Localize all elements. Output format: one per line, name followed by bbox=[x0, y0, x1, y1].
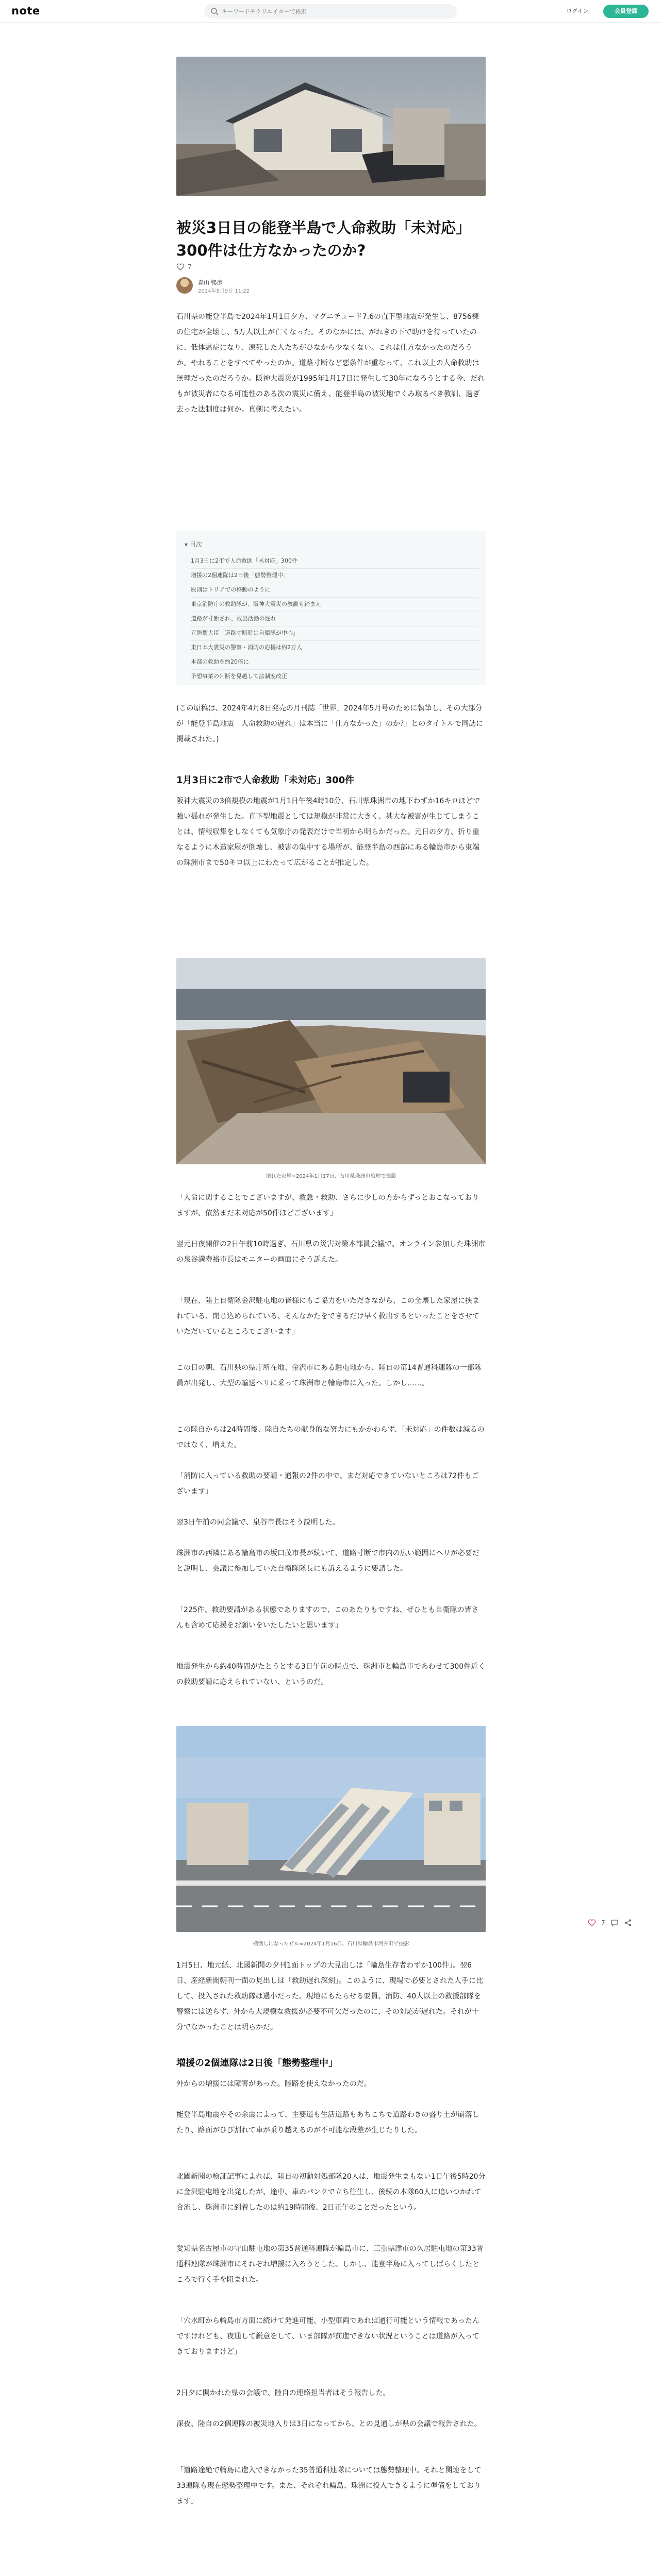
quote-paragraph: 「道路途絶で輪島に進入できなかった35普通科連隊については態勢整理中。それと関連をして33連隊も現在態勢整理中です。また、それぞれ輪島、珠洲に投入できるように準備をしております」 bbox=[176, 2466, 482, 2505]
paragraph: 地震発生から約40時間がたとうとする3日午前の時点で、珠洲市と輪島市であわせて300件近くの救助要請に応えられていない、というのだ。 bbox=[176, 1663, 486, 1686]
chevron-down-icon: ▾ bbox=[185, 541, 190, 548]
floating-like-count: 7 bbox=[601, 1919, 605, 1926]
share-icon[interactable] bbox=[624, 1919, 632, 1927]
paragraph: この日の朝、石川県の県庁所在地、金沢市にある駐屯地から、陸自の第14普通科連隊の一部隊員が出発し、大型の輸送ヘリに乗って珠洲市と輪島市に入った。しかし……。 bbox=[176, 1364, 482, 1387]
quote-paragraph: 「穴水町から輪島市方面に続けて発進可能、小型車両であれば通行可能という情報であったんですけれども、夜通して鋭意をして、いま部隊が前進できない状況ということは道路が入ってきておりますけど」 bbox=[176, 2317, 479, 2356]
search-input[interactable] bbox=[222, 6, 449, 16]
login-button[interactable]: ログイン bbox=[566, 8, 589, 14]
note-logo[interactable]: note bbox=[11, 5, 40, 17]
source-note-paragraph: (この原稿は、2024年4月8日発売の月刊誌「世界」2024年5月号のために執筆し、その大部分が「能登半島地震「人命救助の遅れ」は本当に「仕方なかった」のか?」とのタイトルで同誌に掲載された。) bbox=[176, 704, 484, 743]
toc-item[interactable]: 1月3日に2市で人命救助「未対応」300件 bbox=[191, 553, 479, 569]
quote-paragraph: 「消防に入っている救助の要請・通報の2件の中で、まだ対応できていないところは72件もございます」 bbox=[176, 1472, 479, 1496]
paragraph: 愛知県名古屋市の守山駐屯地の第35普通科連隊が輪島市に、三重県津市の久居駐屯地の第33普通科連隊が珠洲市にそれぞれ増援に入ろうとした。しかし、能登半島に入ってしばらくしたところで行く手を阻まれた。 bbox=[176, 2245, 484, 2284]
quote-paragraph: 「225件、救助要請がある状態でありますので、このあたりもですね、ぜひとも自衛隊の皆さんも含めて応援をお願いをいたしたいと思います」 bbox=[176, 1606, 479, 1630]
search-bar[interactable] bbox=[204, 4, 457, 19]
toc-item[interactable]: 元防衛大臣「道路寸断時は自衛隊が中心」 bbox=[191, 625, 479, 641]
publish-date: 2024年5月9日 11:22 bbox=[198, 289, 250, 294]
debris-photo bbox=[176, 958, 486, 1164]
paragraph: 能登半島地震やその余震によって、主要道も生活道路もあちこちで道路わきの盛り土が崩落したり、路面がひび割れて車が乗り越えるのが不可能な段差が生じたりした。 bbox=[176, 2111, 479, 2134]
photo-caption: 横倒しになったビル=2024年1月16日、石川県輪島市河井町で撮影 bbox=[253, 1941, 409, 1947]
like-count: 7 bbox=[188, 263, 192, 270]
paragraph: 深夜、陸自の2個連隊の被災地入りは3日になってから、との見通しが県の会議で報告された。 bbox=[176, 2420, 482, 2428]
toc-title[interactable]: ▾ 目次 bbox=[185, 541, 202, 548]
paragraph: 翌3日午前の同会議で、泉谷市長はそう説明した。 bbox=[176, 1518, 340, 1527]
section-heading-1: 1月3日に2市で人命救助「未対応」300件 bbox=[176, 775, 355, 786]
paragraph: 外からの増援には障害があった。陸路を使えなかったのだ。 bbox=[176, 2080, 371, 2088]
comment-icon[interactable] bbox=[610, 1919, 619, 1927]
quote-paragraph: 「人命に関することでございますが、救急・救助、さらに少しの方からずっとおこなっておりますが、依然まだ未対応が50件ほどございます」 bbox=[176, 1194, 479, 1217]
section-heading-2: 増援の2個連隊は2日後「態勢整理中」 bbox=[176, 2058, 338, 2069]
paragraph: 1月5日、地元紙、北國新聞の夕刊1面トップの大見出しは「輪島生存者わずか100件」。翌6日、産経新聞朝刊一面の見出しは「救助遅れ深刻」。このように、現場で必要とされた人手に比して、投入された救助隊は過小だった。現地にもたらせる要員、消防、40人以上の救援部隊を警察には送らず、外から大規模な救援が必要不可欠だったのに、その対応が遅れた。それが十分でなかったことは明らかだ。 bbox=[176, 1961, 483, 2031]
intro-paragraph: 石川県の能登半島で2024年1月1日夕方、マグニチュード7.6の直下型地震が発生し、8756棟の住宅が全壊し、5万人以上が亡くなった。そのなかには、がれきの下で助けを待っていたのに、低体温症になり、凍死した人たちがひなから少なくない。これは仕方なかったのだろうか。やれることをすべてやったのか。道路寸断など悪条件が重なって、これ以上の人命救助は無理だったのだろうか。阪神大震災が1995年1月17日に発生して30年になろうとする今、だれもが被災者になる可能性のある次の震災に備え、能登半島の被災地でくみ取るべき教訓、過ぎ去った法制度は何か。真剣に考えたい。 bbox=[176, 313, 485, 414]
heart-icon[interactable] bbox=[176, 263, 185, 271]
author-avatar[interactable] bbox=[176, 277, 193, 294]
floating-actions bbox=[588, 1917, 644, 1929]
paragraph: 翌元日夜開催の2日午前10時過ぎ、石川県の災害対策本部員会議で、オンライン参加した珠洲市の泉谷満寿裕市長はモニターの画面にそう訴えた。 bbox=[176, 1240, 486, 1264]
search-icon bbox=[210, 7, 219, 15]
toc-item[interactable]: 道路が寸断され、救出活動の遅れ bbox=[191, 611, 479, 626]
hero-photo bbox=[176, 57, 486, 196]
toc-item[interactable]: 原則はトリアでの移動のように bbox=[191, 582, 479, 598]
author-name[interactable]: 森山 暢彦 bbox=[198, 279, 223, 286]
toc-item[interactable]: 東日本大震災の警察・消防の応援は約2万人 bbox=[191, 640, 479, 655]
author-block[interactable] bbox=[176, 277, 383, 296]
paragraph: 珠洲市の西隣にある輪島市の坂口茂市長が続いて、道路寸断で市内の広い範囲にヘリが必要だと説明し、会議に参加していた自衛隊隊長にも訴えるように要請した。 bbox=[176, 1549, 479, 1573]
photo-caption: 壊れた家屋=2024年1月17日、石川県珠洲市狼煙で撮影 bbox=[266, 1174, 396, 1179]
article-title: 被災3日目の能登半島で人命救助「未対応」300件は仕方なかったのか? bbox=[176, 219, 471, 259]
signup-button[interactable]: 会員登録 bbox=[603, 5, 649, 18]
toppled-building-image bbox=[176, 1726, 486, 1932]
top-header bbox=[0, 0, 662, 23]
paragraph: 北國新聞の検証記事によれば、陸自の初動対処部隊20人は、地震発生まもない1日午後5時20分に金沢駐屯地を出発したが、途中、車のパンクで立ち往生し、後続の本隊60人に追いつかれて合流し、珠洲市に到着したのは約19時間後、2日正午のことだったという。 bbox=[176, 2173, 486, 2212]
toc-item[interactable]: 予想事業の判断を見越して法制度改正 bbox=[191, 673, 287, 680]
paragraph: 阪神大震災の3倍規模の地震が1月1日午後4時10分、石川県珠洲市の地下わずか16キロほどで強い揺れが発生した。直下型地震としては規模が非常に大きく、甚大な被害が生じてしまうことは、情報収集をしなくても気象庁の発表だけで当初から明らかだった。元日の夕方、折り重なるように木造家屋が倒壊し、被害の集中する場所が、能登半島の西部にある輪島市から東端の珠洲市まで50キロ以上にわたって広がることが推定した。 bbox=[176, 797, 481, 867]
toc-item[interactable]: 本部の救助を約20倍に bbox=[191, 654, 479, 670]
toc-item[interactable]: 増援の2個連隊は2日後「態勢整理中」 bbox=[191, 568, 479, 583]
paragraph: 2日夕に開かれた県の会議で、陸自の連絡担当者はそう報告した。 bbox=[176, 2389, 390, 2397]
heart-icon[interactable] bbox=[588, 1919, 596, 1927]
toppled-building-photo bbox=[176, 1726, 486, 1932]
table-of-contents bbox=[176, 531, 486, 685]
collapsed-house-image bbox=[176, 57, 486, 196]
like-row bbox=[176, 262, 192, 272]
quote-paragraph: 「現在、陸上自衛隊金沢駐屯地の皆様にもご協力をいただきながら、この全壊した家屋に挟まれている、閉じ込められている、そんなかたをできるだけ早く救出するといったことをさせていただいているところでございます」 bbox=[176, 1297, 479, 1336]
collapsed-house-debris-image bbox=[176, 958, 486, 1164]
paragraph: この陸自からは24時間後、陸自たちの献身的な努力にもかかわらず、「未対応」の件数は減るのではなく、増えた。 bbox=[176, 1426, 485, 1449]
toc-item[interactable]: 東京消防庁の救助隊が、阪神大震災の教訓も踏まえ bbox=[191, 597, 479, 612]
